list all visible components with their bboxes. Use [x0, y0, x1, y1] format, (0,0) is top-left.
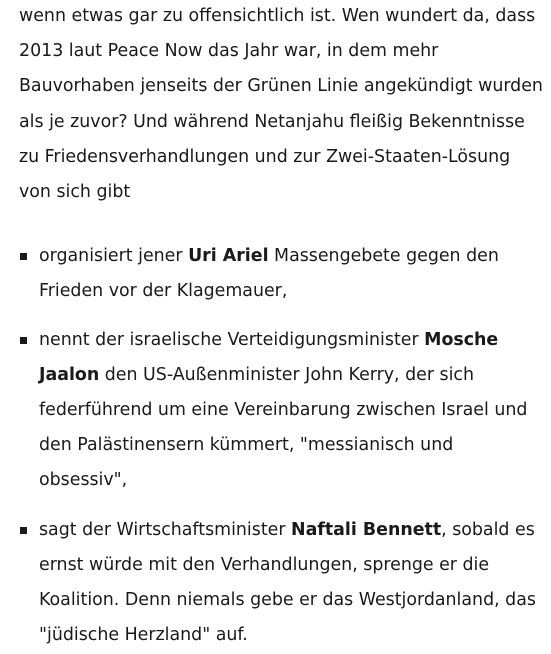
- bullet-text-before: nennt der israelische Verteidigungsminister: [39, 329, 425, 350]
- bullet-text-after: , sobald es ernst würde mit den Verhandlungen, sprenge er die Koalition. Denn niemals gebe er das Westjordanland, das "jüdische Herzland" auf.: [39, 519, 536, 646]
- bullet-name-bold: Naftali Bennett: [291, 519, 442, 540]
- bullet-text-after: den US-Außenminister John Kerry, der sich federführend um eine Vereinbarung zwischen Israel und den Palästinensern kümmert, "messianisch und obsessiv",: [39, 364, 528, 491]
- bullet-item-mosche-jaalon: [19, 323, 545, 499]
- bullet-name-bold: Uri Ariel: [188, 246, 269, 267]
- bullet-name-bold: Mosche Jaalon: [39, 329, 499, 385]
- article-body: [19, 0, 545, 653]
- bullet-text-after: Massengebete gegen den Frieden vor der Klagemauer,: [39, 246, 499, 302]
- bullet-list: [19, 239, 545, 653]
- bullet-text-before: organisiert jener: [39, 246, 189, 267]
- bullet-text-before: sagt der Wirtschaftsminister: [39, 519, 292, 540]
- intro-paragraph: wenn etwas gar zu offensichtlich ist. Wen wundert da, dass 2013 laut Peace Now das Jahr war, in dem mehr Bauvorhaben jenseits der Grünen Linie angekündigt wurden als je zuvor? Und während Netanjahu fleißig Bekenntnisse zu Friedensverhandlungen und zur Zwei-Staaten-Lösung von sich gibt: [19, 6, 543, 203]
- bullet-item-uri-ariel: [19, 239, 545, 309]
- bullet-item-naftali-bennett: [19, 513, 545, 654]
